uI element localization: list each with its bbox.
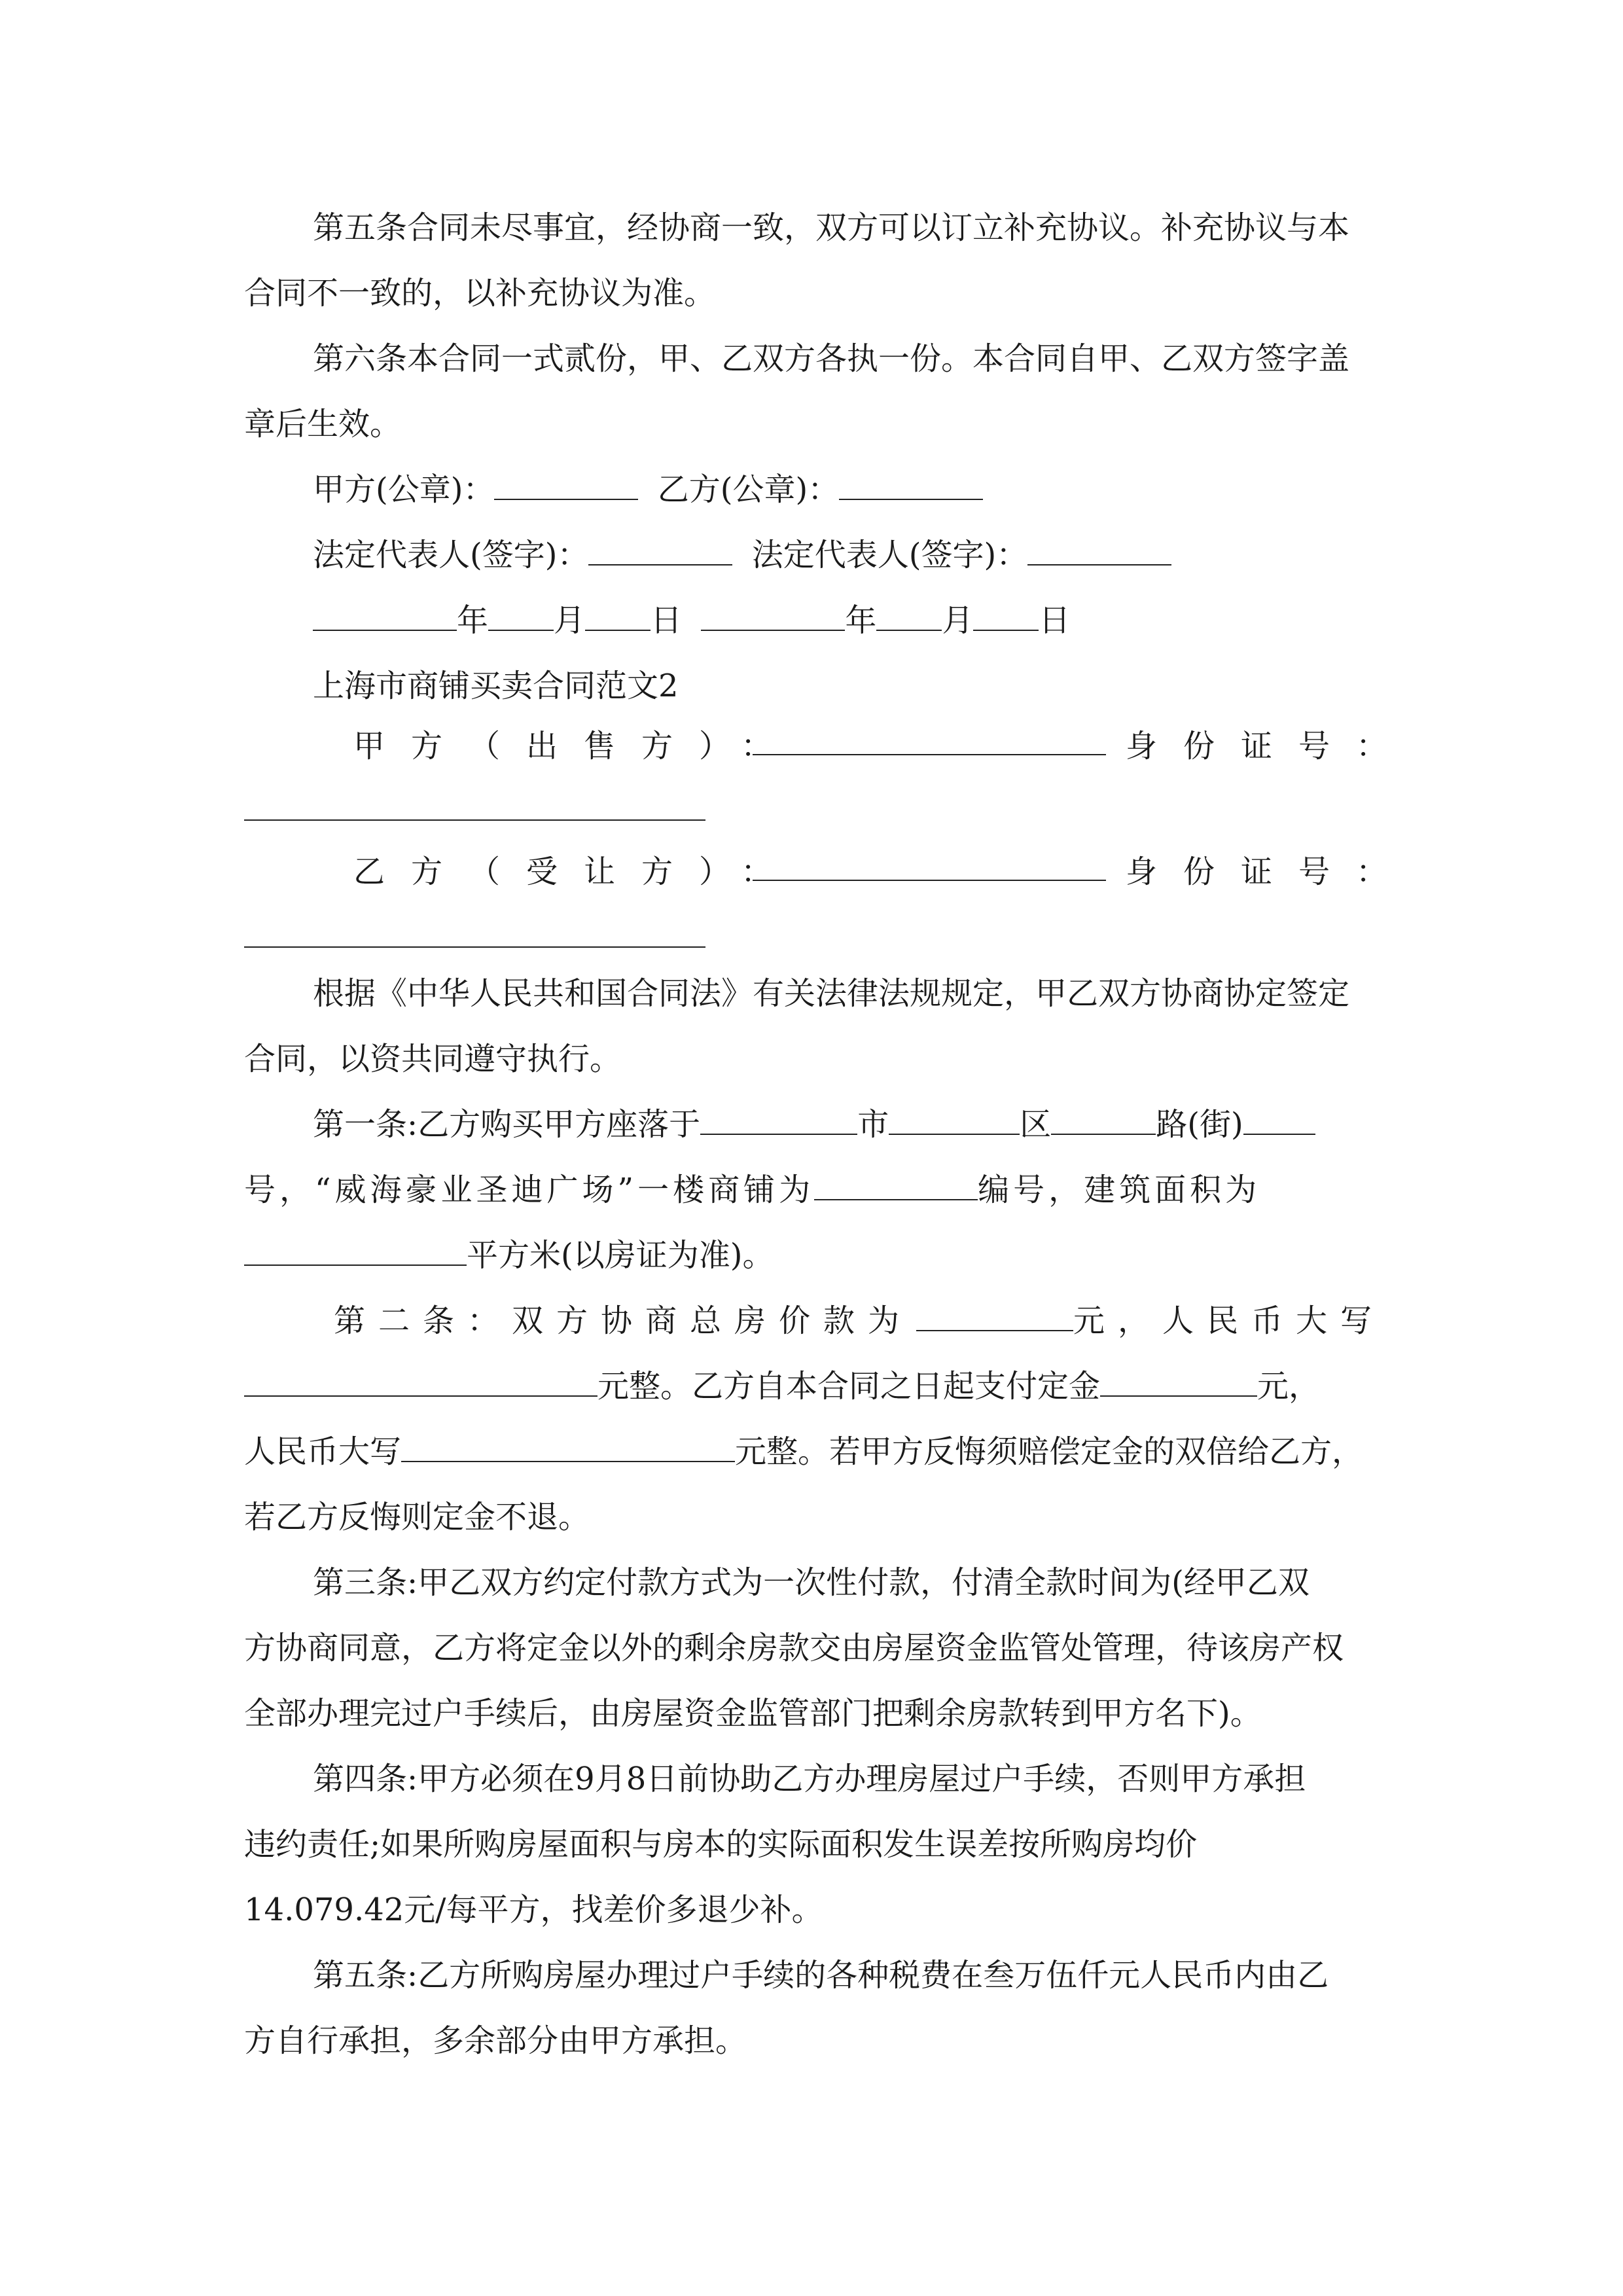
article-6-line-2: 章后生效。: [244, 406, 402, 442]
intro-line-2: 合同，以资共同遵守执行。: [244, 1041, 622, 1077]
date-a-day: 日: [651, 602, 683, 639]
date-row: [313, 601, 1070, 640]
road-blank: [1051, 1105, 1156, 1135]
article-2-line-2: [244, 1367, 1320, 1406]
date-b-day: 日: [1039, 602, 1071, 639]
party-a-rep-label: 法定代表人(签字)：: [313, 537, 589, 573]
shop-number-blank: [814, 1170, 978, 1200]
article-5-line-2: 合同不一致的，以补充协议为准。: [244, 275, 716, 312]
city-label: 市: [857, 1106, 889, 1143]
seal-row: [313, 470, 983, 509]
price-words-blank: [244, 1367, 597, 1397]
area-blank: [244, 1236, 467, 1266]
article-4-line-1: 第四条:甲方必须在9月8日前协助乙方办理房屋过户手续，否则甲方承担: [313, 1761, 1306, 1797]
article-1-line-3: [244, 1236, 774, 1275]
district-label: 区: [1020, 1106, 1052, 1143]
article-2-line-4: 若乙方反悔则定金不退。: [244, 1499, 590, 1535]
party-a-rep-blank: [588, 535, 732, 565]
date-b-month-blank: [876, 601, 942, 631]
number-blank: [1243, 1105, 1315, 1135]
intro-line-1: 根据《中华人民共和国合同法》有关法律法规规定，甲乙双方协商协定签定: [313, 975, 1350, 1012]
buyer-label: 乙方（受让方）：: [353, 853, 799, 890]
article-2-line-1: [334, 1301, 1385, 1340]
article-2-deposit-text: 元整。乙方自本合同之日起支付定金: [597, 1368, 1101, 1405]
article-3-line-1: 第三条:甲乙双方约定付款方式为一次性付款，付清全款时间为(经甲乙双: [313, 1564, 1310, 1601]
city-blank: [700, 1105, 857, 1135]
article-2-line-3: [244, 1432, 1363, 1471]
article-1-lead: 第一条:乙方购买甲方座落于: [313, 1106, 701, 1143]
article-4-line-2: 违约责任;如果所购房屋面积与房本的实际面积发生误差按所购房均价: [244, 1826, 1198, 1863]
article-1-line-1: [313, 1105, 1315, 1144]
party-b-seal-label: 乙方(公章)：: [657, 471, 840, 508]
date-a-month: 月: [554, 602, 586, 639]
article-3-line-2: 方协商同意，乙方将定金以外的剩余房款交由房屋资金监管处管理，待该房产权: [244, 1630, 1344, 1666]
district-blank: [889, 1105, 1020, 1135]
article-1-shop-text: 号，“威海豪业圣迪广场”一楼商铺为: [244, 1172, 815, 1208]
date-b-day-blank: [973, 601, 1039, 631]
article-1-area-text: 编号，建筑面积为: [978, 1172, 1261, 1208]
article-2-penalty-text: 元整。若甲方反悔须赔偿定金的双倍给乙方，: [735, 1433, 1364, 1470]
date-b-year-blank: [701, 601, 845, 631]
buyer-id-label: 身份证号：: [1126, 853, 1414, 890]
article-2-rmb-text: 元，人民币大写: [1073, 1302, 1385, 1339]
seller-id-blank: [244, 819, 705, 821]
document-2-title: 上海市商铺买卖合同范文2: [313, 668, 679, 704]
article-6-line-1: 第六条本合同一式贰份，甲、乙双方各执一份。本合同自甲、乙双方签字盖: [313, 340, 1350, 377]
buyer-name-blank: [753, 851, 1106, 881]
date-a-year-blank: [313, 601, 457, 631]
date-b-year: 年: [845, 602, 877, 639]
deposit-blank: [1100, 1367, 1257, 1397]
party-a-seal-blank: [494, 470, 638, 500]
article-5-line-1: 第五条合同未尽事宜，经协商一致，双方可以订立补充协议。补充协议与本: [313, 209, 1350, 246]
article-4-line-3: 14.079.42元/每平方，找差价多退少补。: [244, 1892, 823, 1928]
article-1-line-2: [244, 1170, 1260, 1210]
article-5b-line-1: 第五条:乙方所购房屋办理过户手续的各种税费在叁万伍仟元人民币内由乙: [313, 1957, 1329, 1994]
party-b-seal-blank: [839, 470, 983, 500]
article-5b-line-2: 方自行承担，多余部分由甲方承担。: [244, 2022, 747, 2059]
article-1-area-unit: 平方米(以房证为准)。: [467, 1237, 774, 1274]
date-a-month-blank: [488, 601, 554, 631]
buyer-id-blank: [244, 946, 705, 948]
date-a-day-blank: [585, 601, 651, 631]
date-a-year: 年: [457, 602, 489, 639]
road-label: 路(街): [1156, 1106, 1243, 1143]
seller-id-label: 身份证号：: [1126, 728, 1414, 764]
article-2-price-text: 第二条：双方协商总房价款为: [334, 1302, 913, 1339]
representative-row: [313, 535, 1171, 575]
date-b-month: 月: [942, 602, 974, 639]
party-b-rep-blank: [1027, 535, 1171, 565]
article-2-rmb-words-label: 人民币大写: [244, 1433, 402, 1470]
article-2-yuan: 元，: [1257, 1368, 1321, 1405]
deposit-words-blank: [401, 1432, 735, 1462]
party-a-seal-label: 甲方(公章)：: [313, 471, 495, 508]
seller-label: 甲方（出售方）：: [353, 728, 799, 764]
seller-name-blank: [753, 725, 1106, 755]
price-blank: [916, 1301, 1073, 1331]
party-b-rep-label: 法定代表人(签字)：: [751, 537, 1028, 573]
article-3-line-3: 全部办理完过户手续后，由房屋资金监管部门把剩余房款转到甲方名下)。: [244, 1695, 1262, 1732]
